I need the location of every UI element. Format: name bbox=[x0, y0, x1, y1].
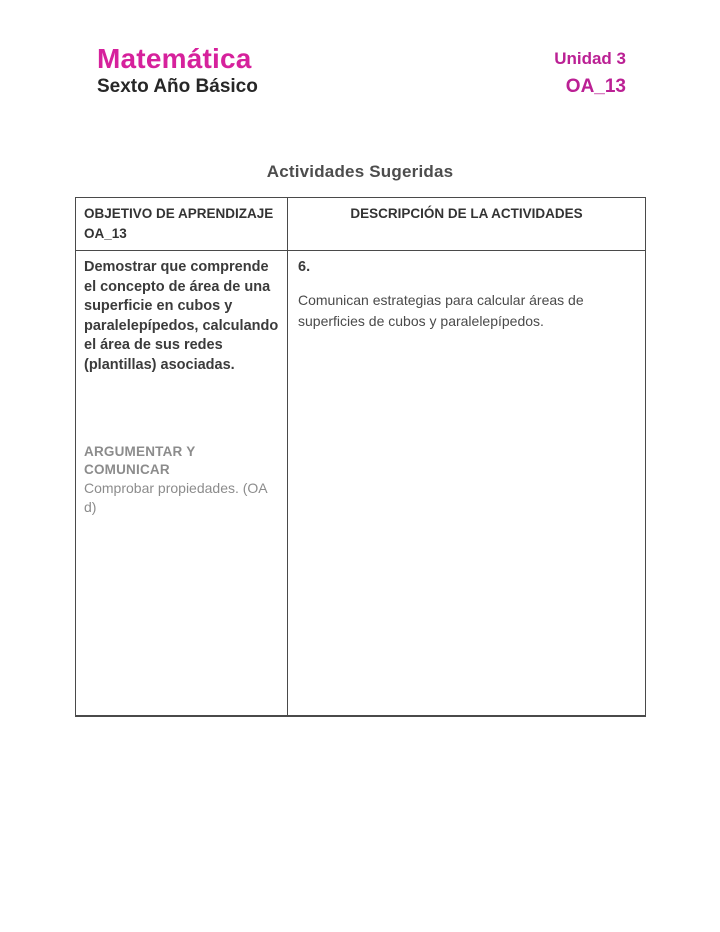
skill-detail: Comprobar propiedades. (OA d) bbox=[84, 480, 267, 515]
skill-block bbox=[84, 443, 279, 517]
objective-cell bbox=[76, 251, 288, 716]
oa-code-label: OA_13 bbox=[565, 76, 626, 97]
header-right bbox=[554, 44, 626, 97]
description-column-header: DESCRIPCIÓN DE LA ACTIVIDADES bbox=[288, 198, 646, 251]
table-header-row bbox=[76, 198, 646, 251]
objective-column-header: OBJETIVO DE APRENDIZAJE OA_13 bbox=[76, 198, 288, 251]
section-title: Actividades Sugeridas bbox=[266, 162, 454, 181]
activities-table bbox=[75, 197, 646, 717]
objective-text: Demostrar que comprende el concepto de área de una superficie en cubos y paralelepípedos, calculando el área de sus redes (plantillas) asociadas. bbox=[84, 259, 279, 373]
activity-number: 6. bbox=[298, 259, 311, 275]
activity-description: Comunican estrategias para calcular áreas de superficies de cubos y paralelepípedos. bbox=[298, 292, 584, 329]
document-header bbox=[0, 0, 720, 98]
unit-label: Unidad 3 bbox=[554, 49, 626, 68]
table-body-row bbox=[76, 251, 646, 716]
course-title: Matemática bbox=[97, 43, 252, 74]
skill-title: ARGUMENTAR Y COMUNICAR bbox=[84, 444, 196, 477]
header-left bbox=[97, 44, 258, 98]
grade-subtitle: Sexto Año Básico bbox=[97, 76, 258, 97]
activity-cell bbox=[288, 251, 646, 716]
